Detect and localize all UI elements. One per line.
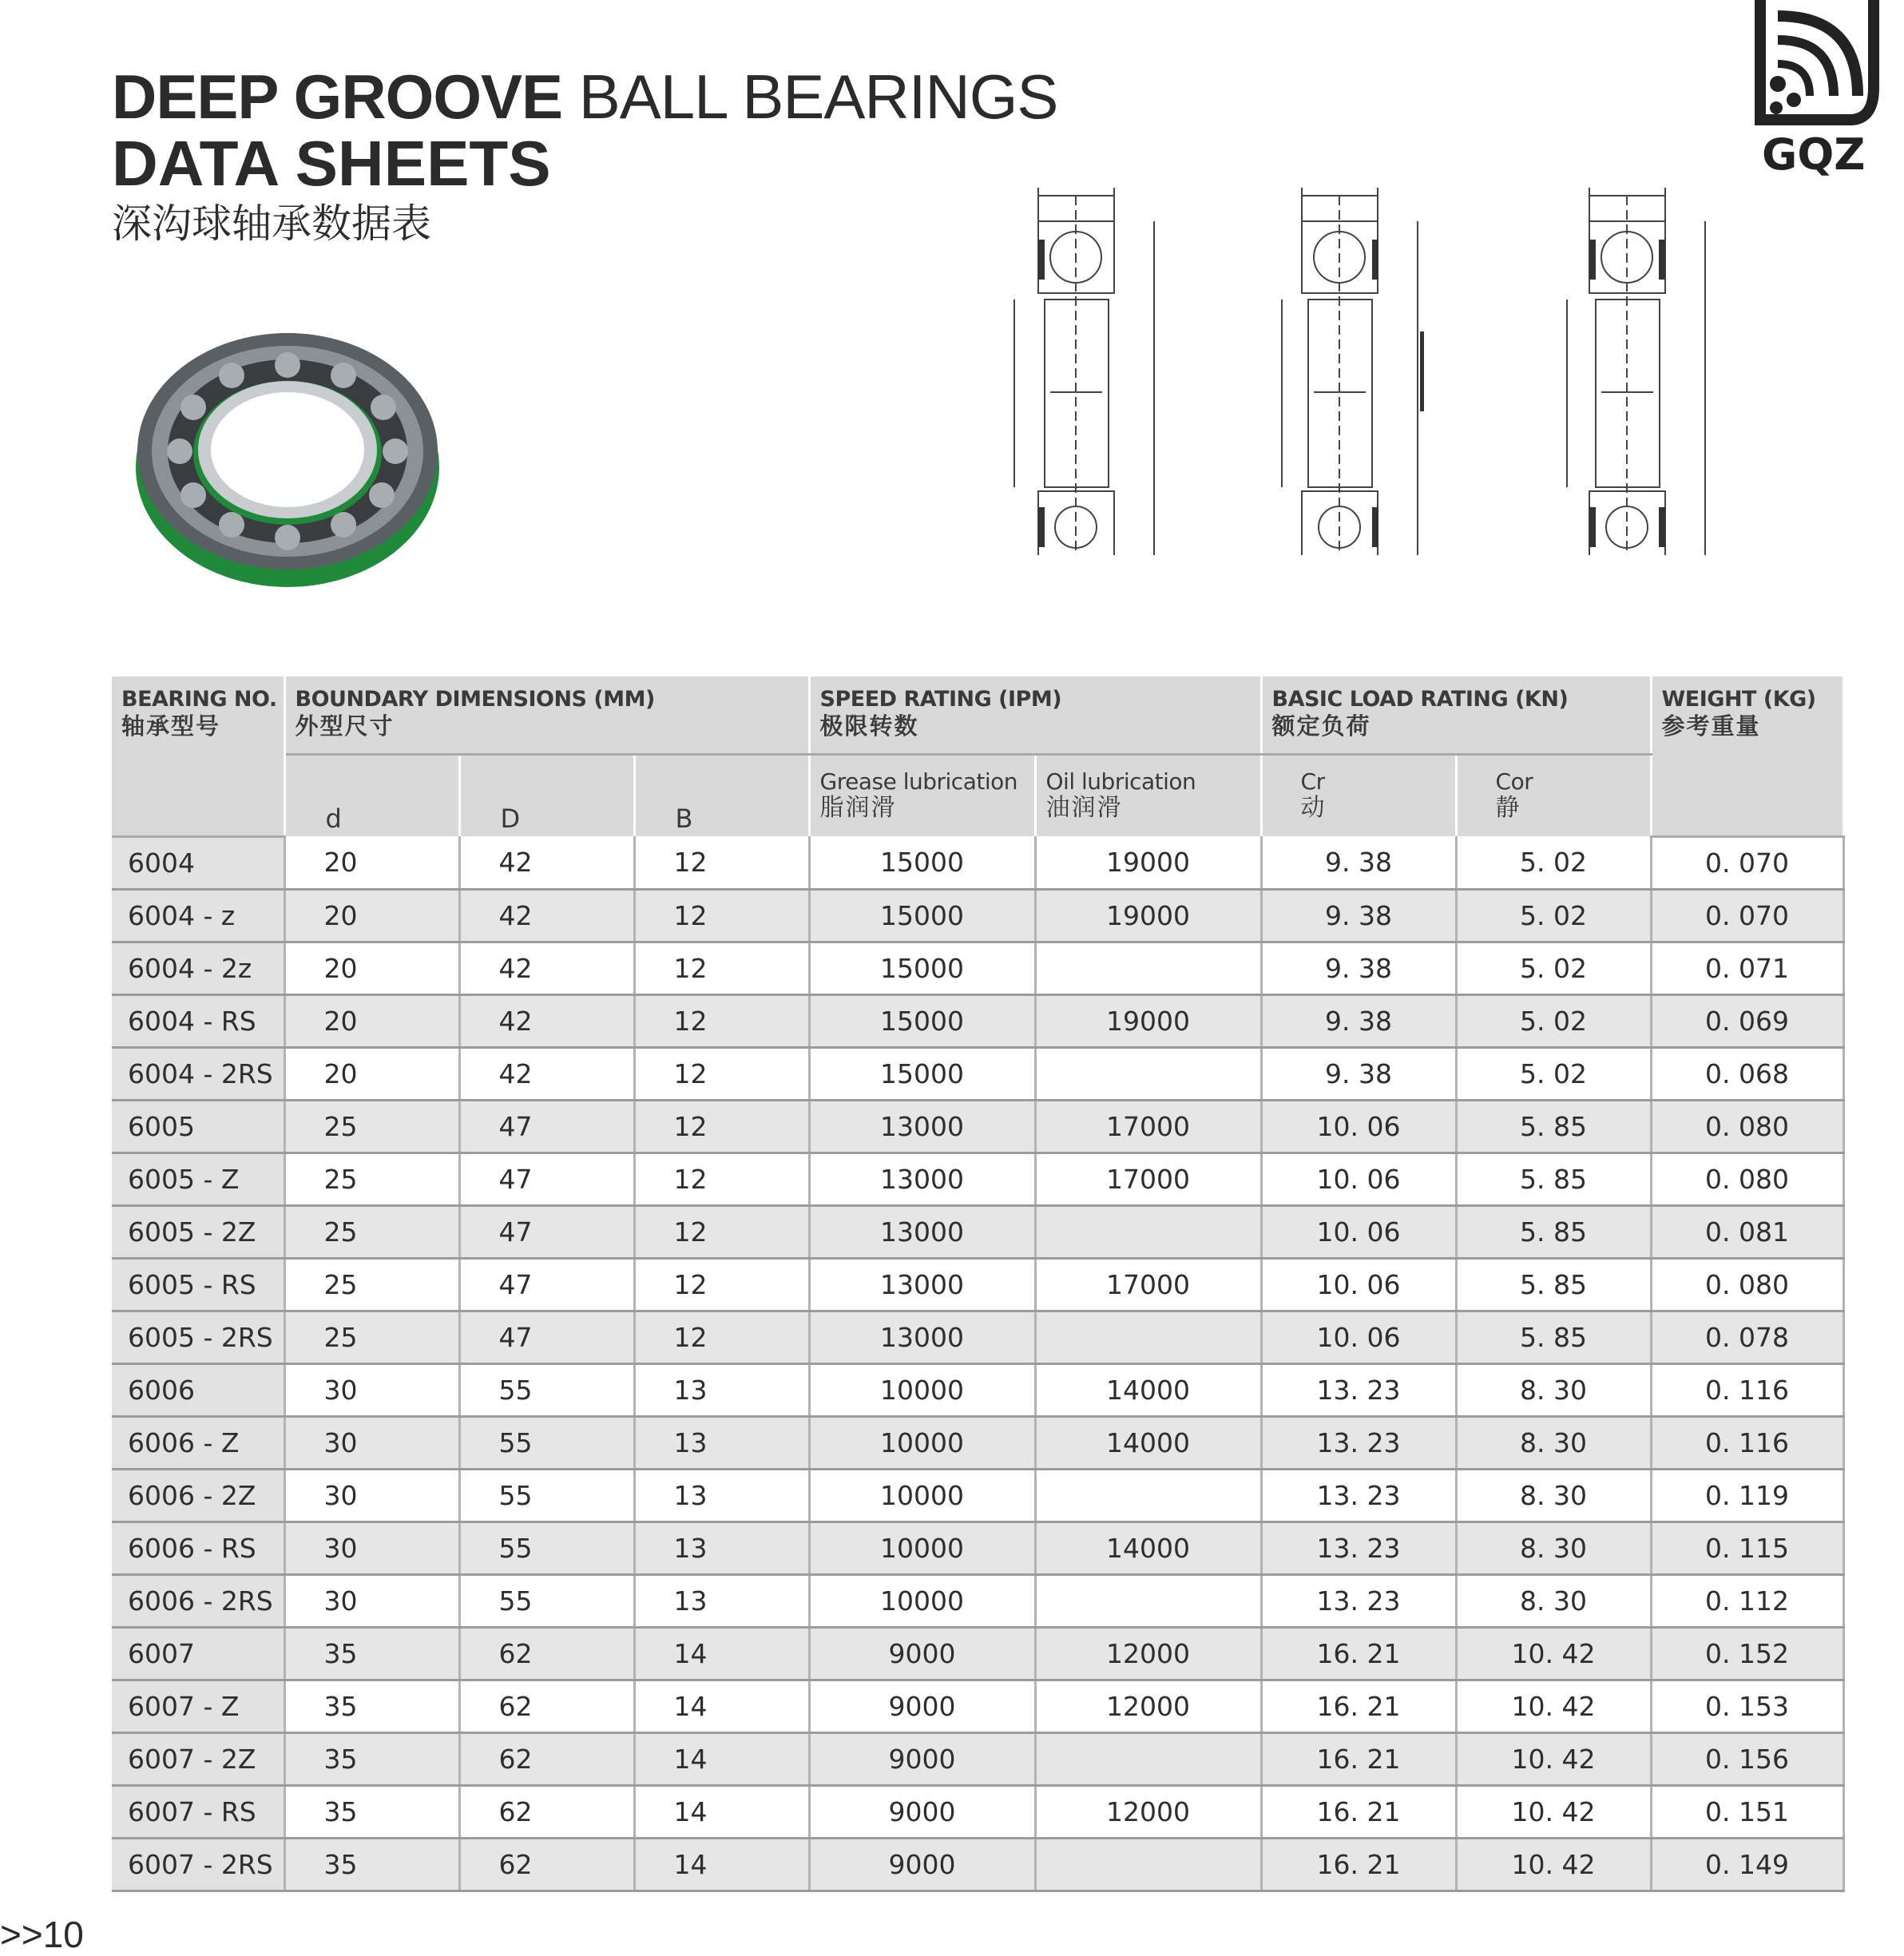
bearing-drawing-shielded [1278,180,1446,555]
cell-grease-speed: 15000 [809,942,1035,994]
table-row [112,1363,1843,1416]
cell-oil-speed [1035,1205,1261,1258]
cell-dim-B: 14 [634,1627,809,1680]
cell-weight: 0. 071 [1651,942,1843,994]
cell-dim-d: 20 [284,942,459,994]
cell-oil-speed [1035,1574,1261,1627]
cell-grease-speed: 15000 [809,1047,1035,1100]
cell-dim-d: 25 [284,1100,459,1153]
cell-bearing-no: 6005 - RS [112,1258,284,1311]
cell-load-cr: 16. 21 [1261,1785,1456,1838]
cell-dim-B: 13 [634,1522,809,1574]
cell-load-cor: 5. 02 [1456,942,1651,994]
cell-weight: 0. 080 [1651,1100,1843,1153]
table-row [112,1732,1843,1785]
cell-bearing-no: 6005 - 2Z [112,1205,284,1258]
cell-bearing-no: 6007 - 2Z [112,1732,284,1785]
cell-weight: 0. 116 [1651,1363,1843,1416]
cell-dim-d: 35 [284,1627,459,1680]
cell-load-cor: 5. 85 [1456,1153,1651,1205]
cell-dim-D: 47 [459,1153,634,1205]
cell-load-cor: 10. 42 [1456,1838,1651,1891]
cell-load-cor: 5. 85 [1456,1258,1651,1311]
cell-weight: 0. 116 [1651,1416,1843,1469]
cell-grease-speed: 13000 [809,1205,1035,1258]
cell-load-cor: 5. 85 [1456,1311,1651,1363]
cell-load-cor: 5. 02 [1456,836,1651,889]
table-row [112,1838,1843,1891]
cell-grease-speed: 10000 [809,1416,1035,1469]
cell-dim-d: 35 [284,1785,459,1838]
brand-logo-icon [1754,0,1885,184]
table-row [112,1153,1843,1205]
cell-grease-speed: 15000 [809,994,1035,1047]
cell-weight: 0. 080 [1651,1153,1843,1205]
cell-dim-B: 14 [634,1838,809,1891]
table-row [112,1574,1843,1627]
cell-dim-d: 20 [284,889,459,942]
cell-oil-speed: 19000 [1035,836,1261,889]
cell-load-cr: 13. 23 [1261,1469,1456,1522]
cell-load-cor: 5. 02 [1456,994,1651,1047]
cell-oil-speed [1035,942,1261,994]
cell-load-cr: 9. 38 [1261,942,1456,994]
table-row [112,1785,1843,1838]
header-oil-lubrication: Oil lubrication 油润滑 [1035,755,1261,837]
bearing-drawing-open [998,180,1166,555]
cell-dim-D: 42 [459,942,634,994]
table-row [112,1627,1843,1680]
cell-bearing-no: 6007 [112,1627,284,1680]
cell-dim-d: 30 [284,1363,459,1416]
cell-load-cor: 8. 30 [1456,1363,1651,1416]
cell-bearing-no: 6006 [112,1363,284,1416]
cell-grease-speed: 10000 [809,1522,1035,1574]
cell-oil-speed [1035,1047,1261,1100]
bearing-drawing-sealed [1557,180,1725,555]
cell-bearing-no: 6007 - 2RS [112,1838,284,1891]
cell-dim-D: 47 [459,1311,634,1363]
cell-dim-d: 35 [284,1680,459,1732]
header-grease-lubrication: Grease lubrication 脂润滑 [809,755,1035,837]
table-row [112,836,1843,889]
cell-dim-B: 14 [634,1732,809,1785]
cell-oil-speed: 14000 [1035,1522,1261,1574]
header-speed-rating: SPEED RATING (IPM) 极限转数 [809,676,1261,755]
cell-bearing-no: 6006 - RS [112,1522,284,1574]
header-d: d [284,755,459,837]
cell-dim-B: 13 [634,1363,809,1416]
cell-dim-B: 12 [634,1205,809,1258]
cell-dim-B: 14 [634,1785,809,1838]
cell-load-cr: 16. 21 [1261,1732,1456,1785]
cell-load-cr: 10. 06 [1261,1100,1456,1153]
cell-oil-speed: 14000 [1035,1416,1261,1469]
cell-weight: 0. 069 [1651,994,1843,1047]
cell-dim-D: 62 [459,1785,634,1838]
cell-grease-speed: 10000 [809,1574,1035,1627]
cell-dim-d: 25 [284,1205,459,1258]
page-title-line2: DATA SHEETS [112,128,551,199]
cell-weight: 0. 070 [1651,836,1843,889]
table-row [112,942,1843,994]
cell-weight: 0. 081 [1651,1205,1843,1258]
cell-load-cr: 10. 06 [1261,1311,1456,1363]
cell-bearing-no: 6007 - RS [112,1785,284,1838]
cell-dim-D: 47 [459,1205,634,1258]
cell-dim-B: 12 [634,1047,809,1100]
cell-load-cr: 10. 06 [1261,1258,1456,1311]
title-light: BALL BEARINGS [578,61,1058,132]
cell-dim-D: 42 [459,836,634,889]
cell-dim-D: 55 [459,1416,634,1469]
cell-dim-D: 55 [459,1363,634,1416]
cell-dim-B: 12 [634,1100,809,1153]
cell-oil-speed: 12000 [1035,1785,1261,1838]
cell-dim-B: 12 [634,836,809,889]
cell-load-cor: 5. 85 [1456,1205,1651,1258]
cell-load-cr: 13. 23 [1261,1522,1456,1574]
cell-load-cor: 5. 02 [1456,1047,1651,1100]
cell-oil-speed: 12000 [1035,1627,1261,1680]
cell-oil-speed: 17000 [1035,1153,1261,1205]
cell-weight: 0. 119 [1651,1469,1843,1522]
cell-grease-speed: 9000 [809,1785,1035,1838]
cell-weight: 0. 156 [1651,1732,1843,1785]
table-row [112,889,1843,942]
cell-oil-speed [1035,1732,1261,1785]
cell-grease-speed: 10000 [809,1469,1035,1522]
cell-dim-B: 12 [634,1153,809,1205]
cell-load-cr: 13. 23 [1261,1416,1456,1469]
cell-dim-B: 12 [634,889,809,942]
table-row [112,1522,1843,1574]
cell-grease-speed: 9000 [809,1680,1035,1732]
cell-dim-D: 47 [459,1100,634,1153]
cell-dim-D: 62 [459,1680,634,1732]
cell-load-cor: 8. 30 [1456,1416,1651,1469]
cell-weight: 0. 112 [1651,1574,1843,1627]
cell-load-cr: 13. 23 [1261,1363,1456,1416]
cell-load-cr: 10. 06 [1261,1153,1456,1205]
bearing-photo [128,315,447,595]
cell-dim-d: 20 [284,1047,459,1100]
cell-dim-d: 25 [284,1153,459,1205]
cell-load-cor: 10. 42 [1456,1627,1651,1680]
cell-dim-B: 13 [634,1574,809,1627]
cell-weight: 0. 078 [1651,1311,1843,1363]
cell-dim-D: 42 [459,889,634,942]
cell-dim-B: 13 [634,1416,809,1469]
header-D: D [459,755,634,837]
cell-dim-d: 20 [284,994,459,1047]
header-weight: WEIGHT (KG) 参考重量 [1651,676,1843,836]
cell-grease-speed: 9000 [809,1627,1035,1680]
cell-dim-d: 35 [284,1732,459,1785]
table-row [112,994,1843,1047]
cell-dim-D: 55 [459,1469,634,1522]
cell-grease-speed: 13000 [809,1153,1035,1205]
cell-grease-speed: 15000 [809,889,1035,942]
cell-weight: 0. 152 [1651,1627,1843,1680]
cell-dim-d: 30 [284,1574,459,1627]
cell-dim-D: 42 [459,994,634,1047]
cell-bearing-no: 6004 - z [112,889,284,942]
cell-weight: 0. 070 [1651,889,1843,942]
table-row [112,1311,1843,1363]
cell-load-cor: 8. 30 [1456,1574,1651,1627]
cell-load-cor: 10. 42 [1456,1680,1651,1732]
cell-dim-d: 20 [284,836,459,889]
cell-oil-speed [1035,1838,1261,1891]
header-B: B [634,755,809,837]
cell-bearing-no: 6004 [112,836,284,889]
cell-load-cor: 5. 02 [1456,889,1651,942]
cell-load-cr: 16. 21 [1261,1627,1456,1680]
cell-dim-B: 12 [634,994,809,1047]
cell-dim-D: 62 [459,1732,634,1785]
page-subtitle-zh: 深沟球轴承数据表 [112,200,431,247]
cell-load-cor: 10. 42 [1456,1732,1651,1785]
cell-dim-B: 13 [634,1469,809,1522]
table-row [112,1258,1843,1311]
cell-grease-speed: 13000 [809,1258,1035,1311]
table-row [112,1047,1843,1100]
header-cor: Cor 静 [1456,755,1651,837]
cell-oil-speed [1035,1469,1261,1522]
cell-dim-d: 30 [284,1522,459,1574]
cell-weight: 0. 080 [1651,1258,1843,1311]
cell-weight: 0. 149 [1651,1838,1843,1891]
cell-grease-speed: 15000 [809,836,1035,889]
cell-weight: 0. 151 [1651,1785,1843,1838]
cell-bearing-no: 6004 - 2RS [112,1047,284,1100]
cell-oil-speed: 12000 [1035,1680,1261,1732]
cell-bearing-no: 6006 - 2RS [112,1574,284,1627]
cell-bearing-no: 6007 - Z [112,1680,284,1732]
cell-grease-speed: 10000 [809,1363,1035,1416]
cell-oil-speed: 17000 [1035,1100,1261,1153]
header-boundary-dimensions: BOUNDARY DIMENSIONS (MM) 外型尺寸 [284,676,809,755]
cell-oil-speed: 14000 [1035,1363,1261,1416]
table-row [112,1100,1843,1153]
header-bearing-no: BEARING NO. 轴承型号 [112,676,284,836]
cell-grease-speed: 9000 [809,1838,1035,1891]
cell-bearing-no: 6004 - 2z [112,942,284,994]
cell-dim-D: 47 [459,1258,634,1311]
cell-dim-D: 62 [459,1838,634,1891]
cell-bearing-no: 6005 - Z [112,1153,284,1205]
cell-oil-speed: 19000 [1035,889,1261,942]
cell-oil-speed [1035,1311,1261,1363]
cell-load-cr: 16. 21 [1261,1680,1456,1732]
cell-oil-speed: 17000 [1035,1258,1261,1311]
cell-bearing-no: 6004 - RS [112,994,284,1047]
cell-dim-D: 62 [459,1627,634,1680]
cell-dim-D: 42 [459,1047,634,1100]
cell-grease-speed: 9000 [809,1732,1035,1785]
cell-grease-speed: 13000 [809,1311,1035,1363]
cell-dim-B: 14 [634,1680,809,1732]
table-row [112,1205,1843,1258]
logo-text: GQZ [1762,129,1866,180]
cell-dim-B: 12 [634,1258,809,1311]
cell-dim-d: 25 [284,1258,459,1311]
header-basic-load-rating: BASIC LOAD RATING (KN) 额定负荷 [1261,676,1651,755]
table-row [112,1416,1843,1469]
cell-dim-D: 55 [459,1574,634,1627]
cell-dim-B: 12 [634,942,809,994]
cell-dim-D: 55 [459,1522,634,1574]
cell-bearing-no: 6006 - 2Z [112,1469,284,1522]
cell-dim-d: 30 [284,1469,459,1522]
cell-load-cr: 9. 38 [1261,1047,1456,1100]
header-cr: Cr 动 [1261,755,1456,837]
cell-load-cor: 8. 30 [1456,1522,1651,1574]
page-title [112,62,1057,131]
cell-load-cr: 9. 38 [1261,836,1456,889]
cell-bearing-no: 6005 [112,1100,284,1153]
cell-load-cor: 10. 42 [1456,1785,1651,1838]
cell-weight: 0. 068 [1651,1047,1843,1100]
page-number: >>10 [0,1914,84,1955]
cell-load-cor: 5. 85 [1456,1100,1651,1153]
cell-bearing-no: 6005 - 2RS [112,1311,284,1363]
cell-load-cr: 9. 38 [1261,994,1456,1047]
cell-load-cr: 13. 23 [1261,1574,1456,1627]
cell-oil-speed: 19000 [1035,994,1261,1047]
cell-grease-speed: 13000 [809,1100,1035,1153]
bearing-data-table [112,676,1843,1886]
cell-dim-d: 25 [284,1311,459,1363]
cell-dim-d: 30 [284,1416,459,1469]
cell-load-cor: 8. 30 [1456,1469,1651,1522]
cell-load-cr: 9. 38 [1261,889,1456,942]
cell-load-cr: 16. 21 [1261,1838,1456,1891]
cell-weight: 0. 153 [1651,1680,1843,1732]
table-row [112,1469,1843,1522]
cell-weight: 0. 115 [1651,1522,1843,1574]
cell-dim-d: 35 [284,1838,459,1891]
cell-load-cr: 10. 06 [1261,1205,1456,1258]
cell-bearing-no: 6006 - Z [112,1416,284,1469]
cell-dim-B: 12 [634,1311,809,1363]
table-row [112,1680,1843,1732]
title-bold: DEEP GROOVE [112,61,563,132]
